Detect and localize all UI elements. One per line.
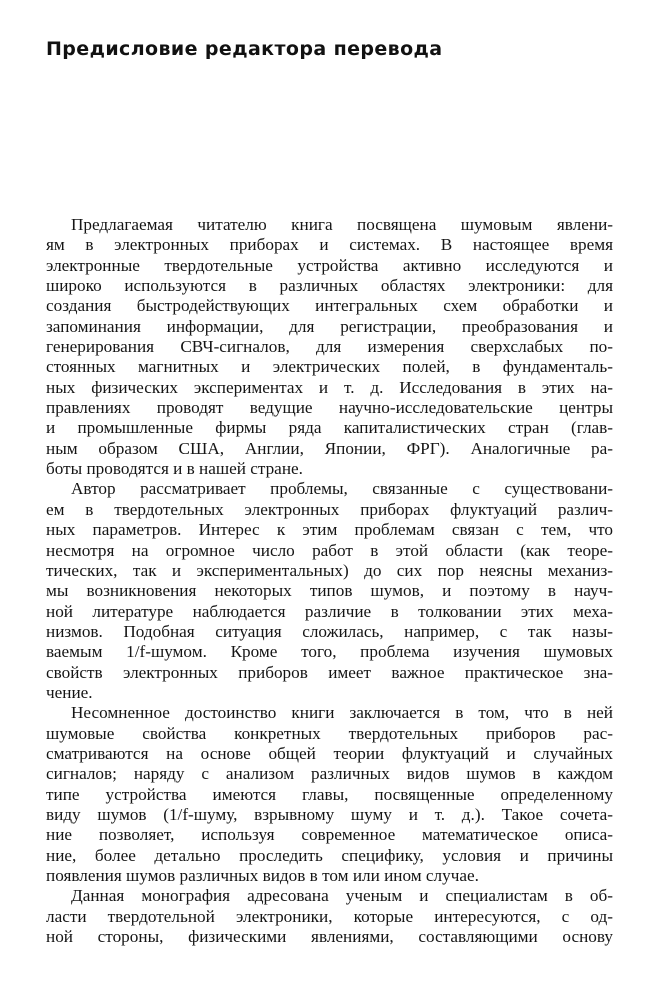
text-line: правлениях проводят ведущие научно-исследовательские центры (46, 398, 613, 418)
text-line: ние позволяет, используя современное математическое описа- (46, 825, 613, 845)
text-line: Автор рассматривает проблемы, связанные с существовани- (71, 479, 613, 499)
text-line: запоминания информации, для регистрации, преобразования и (46, 316, 613, 336)
text-line: и промышленные фирмы ряда капиталистических стран (глав- (46, 418, 613, 438)
text-line: ям в электронных приборах и системах. В настоящее время (46, 235, 613, 255)
chapter-heading: Предисловие редактора перевода (46, 38, 443, 60)
text-line: ной стороны, физическими явлениями, составляющими основу (46, 927, 613, 947)
text-line: ных физических экспериментах и т. д. Исследования в этих на- (46, 377, 613, 397)
text-line: ние, более детально проследить специфику, условия и причины (46, 845, 613, 865)
text-line: ласти твердотельной электроники, которые интересуются, с од- (46, 906, 613, 926)
text-line: типе устройства имеются главы, посвященные определенному (46, 784, 613, 804)
text-line: сигналов; наряду с анализом различных видов шумов в каждом (46, 764, 613, 784)
paragraph (46, 703, 613, 886)
text-line: ем в твердотельных электронных приборах флуктуаций различ- (46, 499, 613, 519)
text-line: тических, так и экспериментальных) до сих пор неясны механиз- (46, 560, 613, 580)
text-line: генерирования СВЧ-сигналов, для измерения сверхслабых по- (46, 337, 613, 357)
text-line: мы возникновения некоторых типов шумов, и поэтому в науч- (46, 581, 613, 601)
text-line: чение. (46, 682, 93, 702)
body-text (46, 215, 613, 947)
paragraph (46, 886, 613, 947)
text-line: создания быстродействующих интегральных схем обработки и (46, 296, 613, 316)
paragraph (46, 479, 613, 703)
text-line: ваемым 1/f-шумом. Кроме того, проблема изучения шумовых (46, 642, 613, 662)
text-line: несмотря на огромное число работ в этой области (как теоре- (46, 540, 613, 560)
text-line: ных параметров. Интерес к этим проблемам связан с тем, что (46, 520, 613, 540)
text-line: широко используются в различных областях электроники: для (46, 276, 613, 296)
text-line: Данная монография адресована ученым и специалистам в об- (71, 886, 613, 906)
text-line: виду шумов (1/f-шуму, взрывному шуму и т. д.). Такое сочета- (46, 804, 613, 824)
text-line: Предлагаемая читателю книга посвящена шумовым явлени- (71, 215, 613, 234)
text-line: шумовые свойства конкретных твердотельных приборов рас- (46, 723, 613, 743)
text-line: электронные твердотельные устройства активно исследуются и (46, 255, 613, 275)
text-line: ным образом США, Англии, Японии, ФРГ). Аналогичные ра- (46, 438, 613, 458)
text-line: низмов. Подобная ситуация сложилась, например, с так назы- (46, 621, 613, 641)
paragraph (46, 215, 613, 479)
text-line: стоянных магнитных и электрических полей, в фундаменталь- (46, 357, 613, 377)
text-line: сматриваются на основе общей теории флуктуаций и случайных (46, 743, 613, 763)
text-line: боты проводятся и в нашей стране. (46, 459, 303, 479)
text-line: Несомненное достоинство книги заключается в том, что в ней (71, 703, 613, 723)
text-line: свойств электронных приборов имеет важное практическое зна- (46, 662, 613, 682)
text-line: ной литературе наблюдается различие в толковании этих меха- (46, 601, 613, 621)
text-line: появления шумов различных видов в том или ином случае. (46, 866, 479, 885)
